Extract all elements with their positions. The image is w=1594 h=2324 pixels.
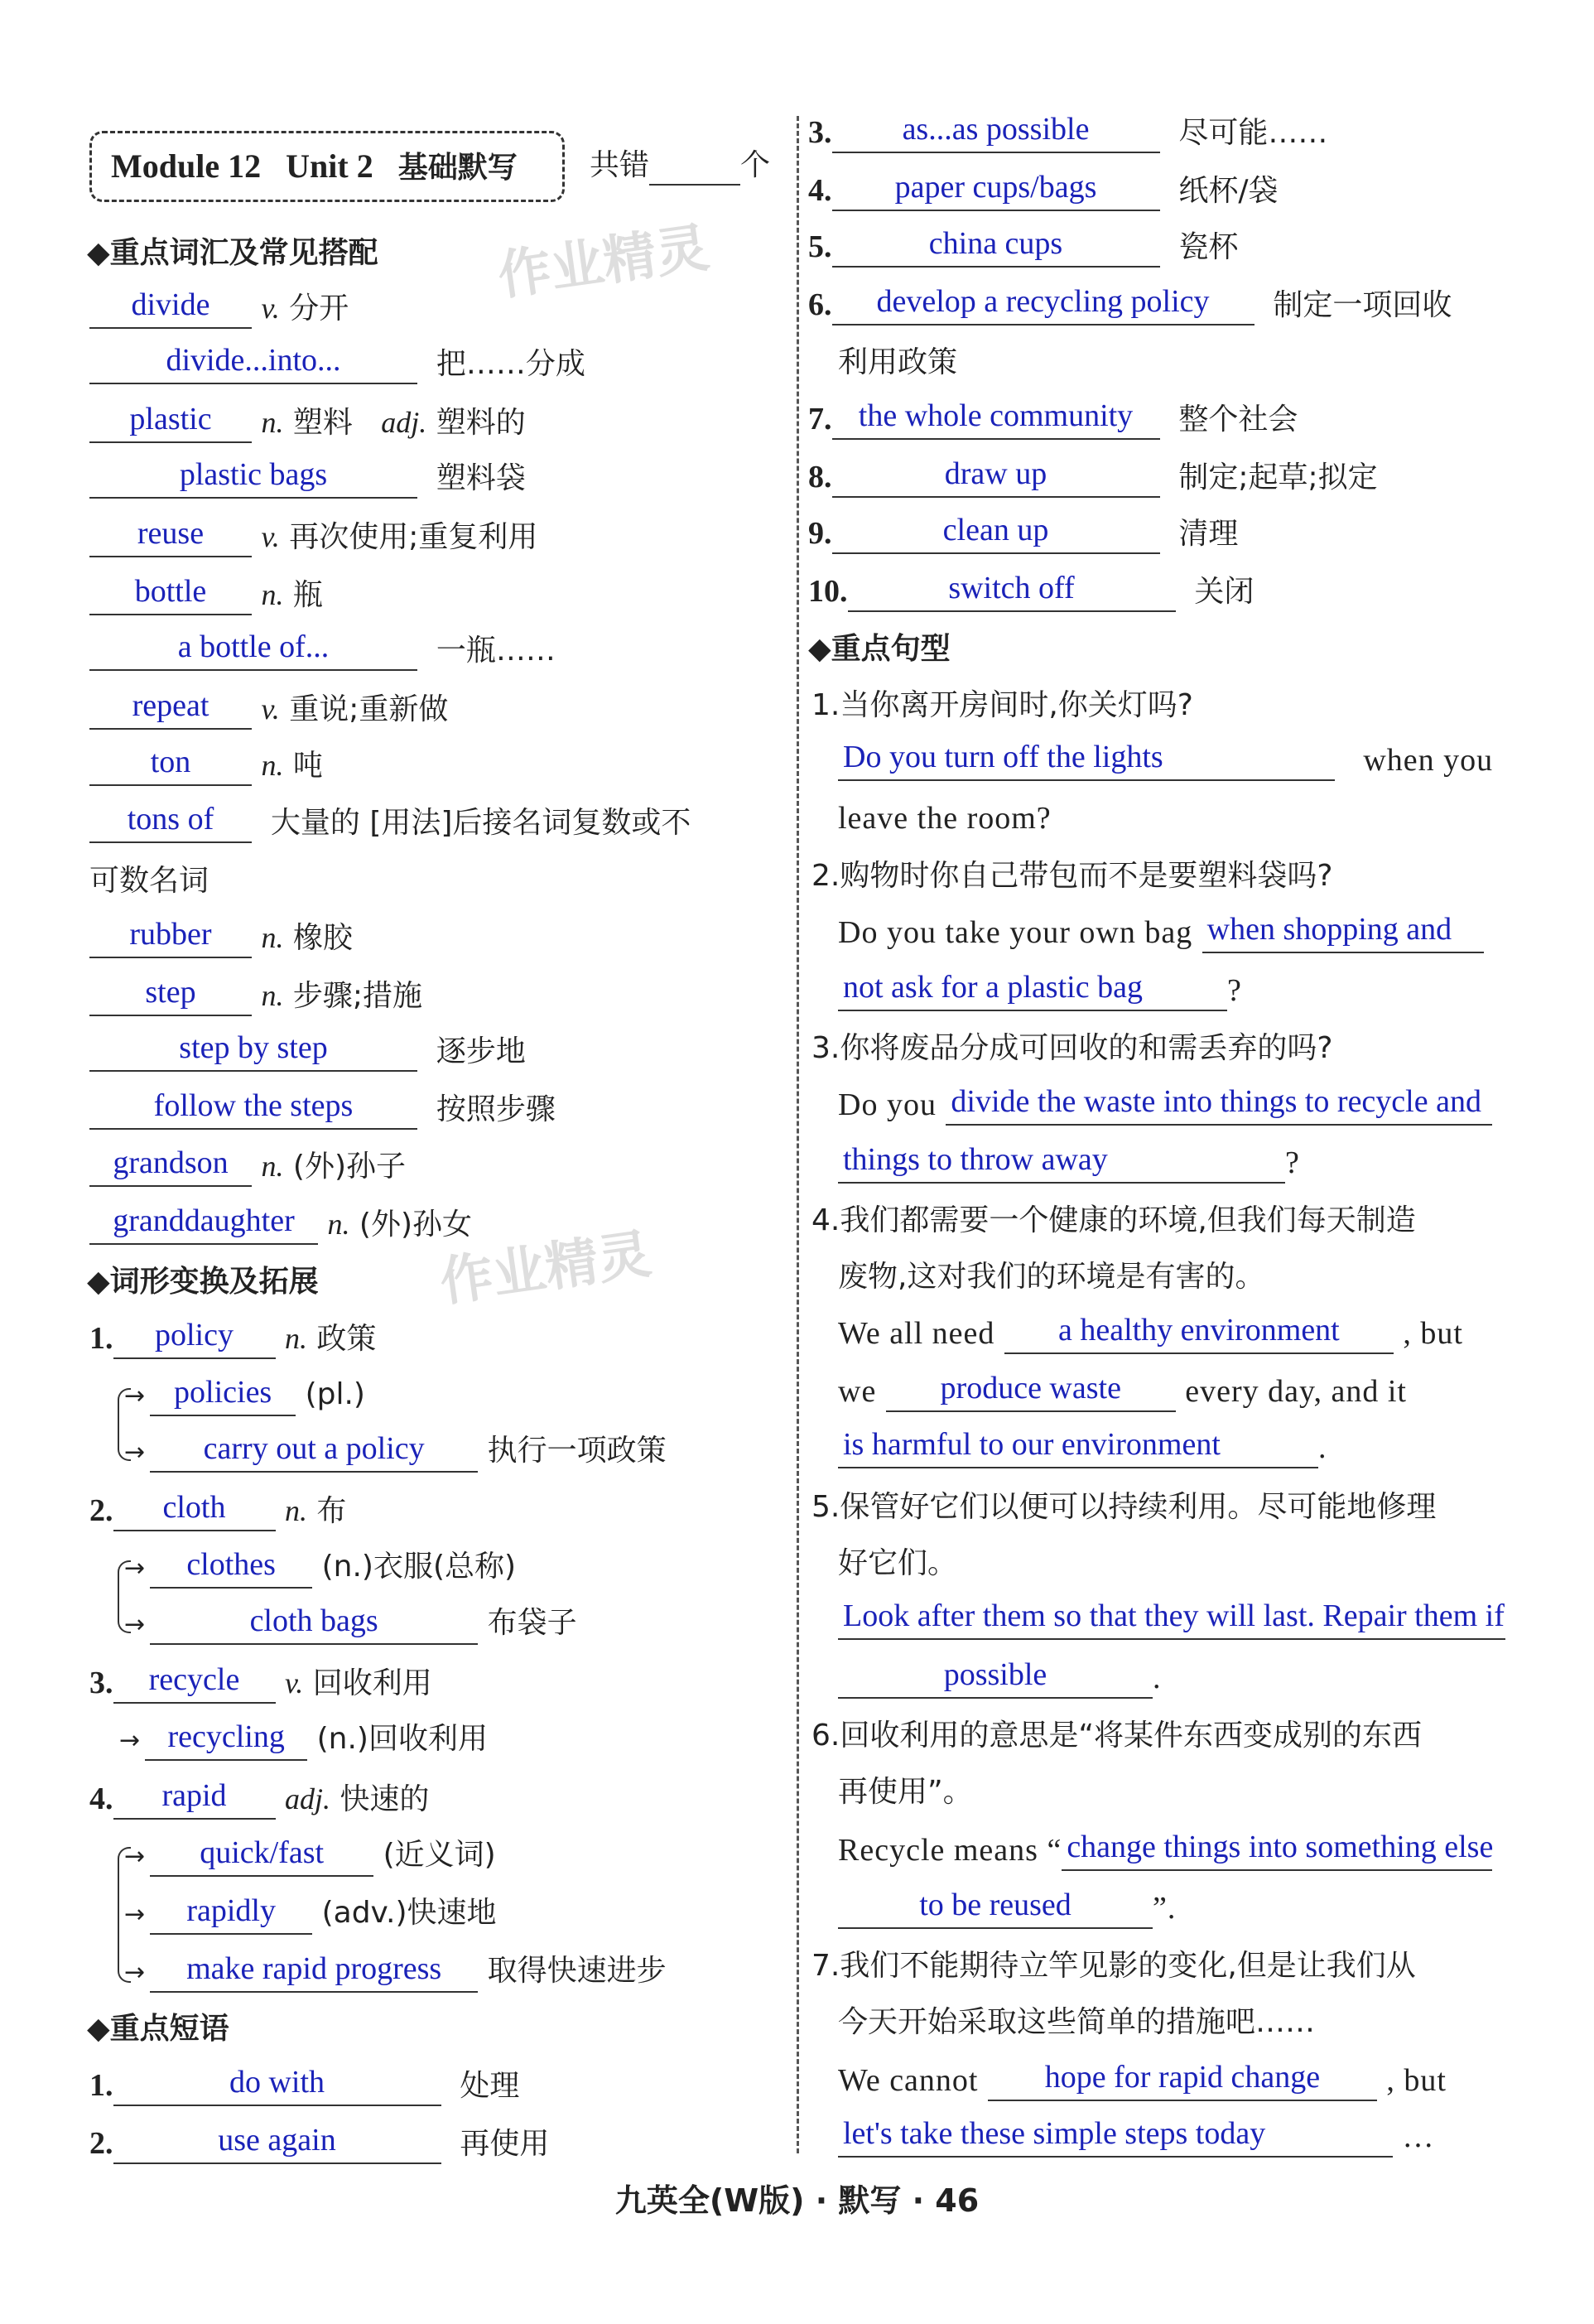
answer-text: follow the steps [153, 1088, 354, 1123]
section-phrases: ◆重点短语 [87, 2012, 229, 2046]
sentence-text: when you [1363, 743, 1494, 778]
answer-blank[interactable] [1062, 1830, 1494, 1871]
phrase-row [808, 399, 1298, 440]
answer-blank[interactable] [832, 170, 1160, 211]
answer-blank[interactable] [946, 1084, 1492, 1126]
item-number: 10. [808, 574, 848, 609]
meaning: 纸杯/袋 [1178, 174, 1279, 208]
answer-blank[interactable] [848, 571, 1176, 612]
arrow-icon: → [124, 1438, 146, 1467]
note: 布袋子 [487, 1606, 577, 1640]
answer-blank[interactable] [832, 456, 1160, 498]
answer-text: recycle [148, 1662, 240, 1697]
answer-blank[interactable] [150, 1835, 373, 1877]
sentence-text: we [838, 1374, 877, 1409]
answer-blank[interactable] [89, 1203, 318, 1245]
item-number: 3. [808, 115, 832, 150]
answer-text: Do you turn off the lights [843, 740, 1163, 774]
answer-blank[interactable] [89, 745, 252, 786]
item-number: 4. [89, 1782, 113, 1816]
phrase-row [808, 113, 1327, 153]
error-suffix: 个 [740, 148, 771, 182]
sentence-text: , but [1403, 1316, 1463, 1351]
answer-text: as...as possible [902, 112, 1090, 147]
sentence-line [838, 740, 1493, 781]
form-row [89, 1779, 429, 1820]
answer-text: rubber [129, 917, 212, 952]
note: (n.)回收利用 [316, 1722, 488, 1756]
watermark: 作业精灵 [436, 1223, 655, 1314]
form-sub-row [124, 1375, 365, 1416]
answer-text: to be reused [919, 1888, 1071, 1922]
vocab-continuation: 可数名词 [89, 864, 209, 898]
part-of-speech: n. [284, 1322, 307, 1355]
answer-blank[interactable] [89, 516, 252, 557]
meaning: 一瓶…… [436, 634, 556, 668]
item-number: 2. [89, 2126, 113, 2161]
sentence-prompt: 3.你将废品分成可回收的和需丢弃的吗? [811, 1031, 1333, 1065]
part-of-speech: v. [261, 292, 280, 325]
answer-blank[interactable] [145, 1719, 307, 1761]
answer-text: granddaughter [113, 1203, 295, 1238]
answer-blank[interactable] [150, 1951, 478, 1993]
answer-text: step [145, 975, 196, 1010]
part-of-speech: v. [261, 692, 280, 726]
answer-text: the whole community [858, 398, 1134, 433]
vocab-row [89, 575, 323, 615]
answer-blank[interactable] [838, 970, 1227, 1011]
phrase-row [808, 227, 1238, 268]
answer-text: rapid [161, 1778, 227, 1813]
sentence-text: . [1318, 1430, 1327, 1465]
answer-blank[interactable] [838, 1142, 1285, 1184]
answer-text: quick/fast [200, 1835, 325, 1870]
answer-blank[interactable] [838, 1888, 1153, 1929]
answer-blank[interactable] [1202, 912, 1484, 953]
answer-text: china cups [928, 226, 1063, 261]
meaning: 快速的 [340, 1782, 430, 1816]
sentence-line [838, 1830, 1492, 1871]
answer-text: step by step [179, 1030, 328, 1065]
sentence-prompt: 再使用”。 [838, 1775, 973, 1809]
form-row [89, 1319, 376, 1359]
answer-blank[interactable] [89, 574, 252, 615]
vocab-row [89, 1146, 406, 1187]
section-vocab: ◆重点词汇及常见搭配 [87, 236, 378, 270]
error-count [590, 146, 770, 186]
note: 执行一项政策 [487, 1434, 667, 1468]
phrase-meaning-continuation: 利用政策 [838, 345, 958, 379]
part-of-speech: n. [261, 749, 284, 782]
form-sub-row [124, 1431, 667, 1473]
answer-blank[interactable] [113, 1318, 276, 1359]
meaning: 塑料 [292, 406, 353, 440]
part-of-speech: adj. [381, 406, 427, 439]
sentence-text: Recycle means “ [838, 1833, 1062, 1868]
sentence-line [838, 1600, 1505, 1640]
answer-blank[interactable] [113, 2065, 441, 2106]
phrase-row [89, 2066, 519, 2106]
answer-text: not ask for a plastic bag [843, 970, 1143, 1005]
column-divider [797, 116, 799, 2153]
phrase-row [808, 571, 1254, 612]
item-number: 9. [808, 516, 832, 551]
answer-text: cloth bags [249, 1603, 378, 1638]
vocab-row [89, 803, 691, 843]
answer-text: do with [229, 2065, 325, 2100]
item-number: 4. [808, 173, 832, 208]
form-sub-row [124, 1951, 667, 1993]
part-of-speech: n. [261, 1150, 284, 1183]
arrow-icon: → [124, 1900, 146, 1929]
phrase-row [808, 513, 1238, 554]
answer-blank[interactable] [113, 1778, 276, 1820]
note: (adv.)快速地 [321, 1896, 497, 1930]
answer-blank[interactable] [89, 975, 252, 1016]
meaning: 把……分成 [436, 347, 585, 381]
answer-blank[interactable] [150, 1547, 312, 1589]
answer-blank[interactable] [150, 1431, 478, 1473]
answer-text: rapidly [186, 1893, 276, 1928]
answer-text: Look after them so that they will last. Repair them if [843, 1598, 1505, 1633]
meaning: (外)孙子 [292, 1150, 406, 1184]
sentence-prompt: 7.我们不能期待立竿见影的变化,但是让我们从 [811, 1949, 1416, 1983]
meaning: 布 [316, 1494, 347, 1528]
arrow-icon: → [124, 1554, 146, 1583]
answer-blank[interactable] [150, 1603, 478, 1645]
note: 取得快速进步 [487, 1954, 667, 1988]
vocab-row [89, 345, 585, 384]
answer-blank[interactable] [832, 398, 1160, 440]
vocab-row [89, 1090, 556, 1130]
sentence-text: . [1153, 1661, 1162, 1695]
sentence-prompt: 2.购物时你自己带包而不是要塑料袋吗? [811, 859, 1333, 893]
part-of-speech: v. [284, 1666, 304, 1700]
answer-text: divide the waste into things to recycle and [951, 1084, 1481, 1119]
arrow-icon: → [124, 1958, 146, 1987]
meaning: 尽可能…… [1178, 116, 1328, 150]
answer-blank[interactable] [89, 629, 417, 671]
section-sentences: ◆重点句型 [808, 632, 951, 666]
meaning: 大量的 [用法]后接名词复数或不 [270, 806, 691, 840]
form-sub-row [119, 1719, 488, 1761]
part-of-speech: n. [327, 1208, 350, 1241]
meaning: 制定一项回收 [1273, 288, 1452, 322]
answer-text: use again [218, 2123, 336, 2158]
form-sub-row [124, 1893, 497, 1935]
answer-text: make rapid progress [186, 1951, 442, 1986]
note: (pl.) [305, 1377, 365, 1411]
title [111, 145, 518, 190]
form-sub-row [124, 1835, 496, 1877]
sentence-prompt: 废物,这对我们的环境是有害的。 [838, 1260, 1265, 1294]
sentence-text: leave the room? [838, 801, 1052, 836]
meaning: 橡胶 [292, 921, 353, 955]
sentence-text: , but [1386, 2063, 1447, 2098]
answer-text: tons of [127, 802, 214, 837]
vocab-row [89, 745, 323, 786]
answer-text: policy [155, 1318, 234, 1352]
module-label: Module 12 [111, 147, 262, 185]
meaning: 处理 [460, 2069, 520, 2103]
section-forms: ◆词形变换及拓展 [87, 1265, 319, 1299]
answer-text: when shopping and [1206, 912, 1452, 947]
meaning: 重说;重新做 [289, 692, 449, 726]
answer-blank[interactable] [89, 287, 252, 329]
vocab-row [89, 288, 349, 329]
answer-text: carry out a policy [203, 1431, 425, 1466]
answer-text: plastic bags [179, 457, 328, 492]
phrase-row [89, 2124, 549, 2164]
answer-text: a healthy environment [1057, 1313, 1340, 1348]
answer-text: clean up [942, 513, 1049, 547]
item-number: 5. [808, 229, 832, 264]
part-of-speech: n. [261, 921, 284, 954]
answer-blank[interactable] [89, 1145, 252, 1187]
sentence-prompt: 4.我们都需要一个健康的环境,但我们每天制造 [811, 1203, 1416, 1237]
meaning: 再次使用;重复利用 [289, 520, 538, 554]
answer-blank[interactable] [150, 1893, 312, 1935]
page-footer: 九英全(W版) · 默写 · 46 [614, 2182, 980, 2219]
answer-text: let's take these simple steps today [843, 2116, 1266, 2151]
answer-blank[interactable] [838, 2116, 1393, 2158]
vocab-row [89, 918, 353, 958]
part-of-speech: v. [261, 520, 280, 553]
meaning: 瓷杯 [1178, 230, 1239, 264]
item-number: 1. [89, 1321, 113, 1356]
answer-text: produce waste [940, 1371, 1121, 1405]
sentence-text: We all need [838, 1316, 995, 1351]
answer-blank[interactable] [89, 688, 252, 730]
meaning: 按照步骤 [436, 1092, 556, 1126]
watermark: 作业精灵 [494, 217, 713, 308]
answer-text: a bottle of... [177, 629, 330, 664]
vocab-row [89, 1032, 526, 1072]
answer-blank[interactable] [838, 1657, 1153, 1699]
sentence-line [838, 2117, 1434, 2158]
answer-blank[interactable] [89, 402, 252, 443]
answer-blank[interactable] [1004, 1313, 1394, 1354]
answer-blank[interactable] [838, 1427, 1318, 1468]
meaning: 回收利用 [312, 1666, 432, 1700]
part-of-speech: n. [284, 1494, 307, 1527]
answer-blank[interactable] [89, 1088, 417, 1130]
answer-text: policies [174, 1375, 272, 1410]
part-of-speech: n. [261, 979, 284, 1012]
sentence-line [838, 2061, 1447, 2101]
phrase-row [808, 285, 1452, 325]
vocab-row [89, 403, 526, 443]
answer-text: plastic [129, 402, 212, 436]
sentence-text: ”. [1153, 1891, 1177, 1926]
answer-text: grandson [113, 1145, 229, 1180]
part-of-speech: n. [261, 406, 284, 439]
sentence-line [838, 1143, 1300, 1184]
answer-blank[interactable] [838, 740, 1335, 781]
sentence-text: We cannot [838, 2063, 979, 2098]
sentence-text: ? [1285, 1145, 1300, 1180]
answer-blank[interactable] [89, 917, 252, 958]
answer-blank[interactable] [832, 284, 1254, 325]
sentence-line [838, 1085, 1492, 1126]
sentence-text: ? [1227, 973, 1242, 1008]
sentence-line [838, 1428, 1327, 1468]
part-of-speech: n. [261, 578, 284, 611]
answer-text: paper cups/bags [894, 170, 1097, 205]
vocab-row [89, 689, 448, 730]
sentence-prompt: 好它们。 [838, 1546, 958, 1580]
vocab-row [89, 517, 537, 557]
form-row [89, 1663, 432, 1704]
sentence-prompt: 1.当你离开房间时,你关灯吗? [811, 688, 1193, 722]
sentence-line [838, 1658, 1162, 1699]
answer-text: cloth [162, 1490, 226, 1525]
meaning: 塑料袋 [436, 461, 526, 495]
item-number: 7. [808, 402, 832, 436]
item-number: 1. [89, 2068, 113, 2103]
sentence-text: Do you [838, 1087, 937, 1122]
arrow-icon: → [124, 1842, 146, 1871]
sentence-prompt: 今天开始采取这些简单的措施吧…… [838, 2005, 1316, 2039]
phrase-row [808, 171, 1279, 211]
answer-blank[interactable] [150, 1375, 296, 1416]
answer-blank[interactable] [886, 1371, 1176, 1412]
answer-blank[interactable] [89, 457, 417, 499]
sentence-line [838, 1314, 1463, 1354]
answer-blank[interactable] [113, 1662, 276, 1704]
arrow-icon: → [119, 1726, 141, 1755]
vocab-row [89, 1204, 472, 1245]
answer-text: draw up [944, 456, 1047, 491]
answer-blank[interactable] [89, 1030, 417, 1072]
answer-blank[interactable] [89, 343, 417, 384]
answer-text: possible [943, 1657, 1047, 1692]
answer-text: clothes [186, 1547, 276, 1582]
meaning: 整个社会 [1178, 403, 1298, 436]
sentence-line [838, 971, 1242, 1011]
answer-blank[interactable] [113, 1490, 276, 1531]
form-row [89, 1491, 346, 1531]
meaning: 瓶 [292, 578, 323, 612]
meaining: 政策 [316, 1322, 377, 1356]
answer-blank[interactable] [988, 2060, 1377, 2101]
meaning: 分开 [289, 292, 349, 325]
answer-text: divide...into... [166, 343, 341, 378]
vocab-row [89, 976, 422, 1016]
item-number: 3. [89, 1666, 113, 1700]
answer-blank[interactable] [838, 1598, 1505, 1640]
meaning: 制定;起草;拟定 [1178, 460, 1378, 494]
answer-text: hope for rapid change [1044, 2060, 1321, 2095]
sentence-line [838, 913, 1484, 953]
meaning: 吨 [292, 749, 323, 783]
note: (近义词) [383, 1838, 496, 1872]
unit-label: Unit 2 [286, 147, 373, 185]
error-count-blank[interactable] [649, 149, 740, 186]
answer-text: divide [131, 287, 210, 322]
answer-blank[interactable] [832, 112, 1160, 153]
meaning: 逐步地 [436, 1034, 526, 1068]
part-of-speech: adj. [284, 1782, 330, 1815]
answer-text: switch off [948, 571, 1075, 605]
item-number: 8. [808, 460, 832, 494]
form-sub-row [124, 1547, 516, 1589]
answer-blank[interactable] [113, 2123, 441, 2164]
form-sub-row [124, 1603, 577, 1645]
answer-blank[interactable] [89, 802, 252, 843]
answer-blank[interactable] [832, 226, 1160, 268]
arrow-icon: → [124, 1610, 146, 1639]
meaning: 塑料的 [436, 406, 526, 440]
sentence-text: every day, and it [1185, 1374, 1407, 1409]
sentence-text: Do you take your own bag [838, 915, 1193, 950]
meaning: 再使用 [460, 2127, 550, 2161]
sentence-prompt: 6.回收利用的意思是“将某件东西变成别的东西 [811, 1719, 1422, 1753]
sentence-text: … [1402, 2119, 1435, 2154]
answer-text: change things into something else [1067, 1830, 1494, 1864]
meaning: 关闭 [1194, 575, 1254, 609]
answer-text: is harmful to our environment [843, 1427, 1221, 1462]
answer-text: recycling [167, 1719, 285, 1754]
answer-text: develop a recycling policy [876, 284, 1210, 319]
answer-text: bottle [134, 574, 207, 609]
answer-text: repeat [132, 688, 209, 723]
answer-text: things to throw away [843, 1142, 1108, 1177]
sentence-prompt: 5.保管好它们以便可以持续利用。尽可能地修理 [811, 1490, 1437, 1524]
meaning: 步骤;措施 [292, 979, 423, 1013]
note: (n.)衣服(总称) [321, 1550, 517, 1584]
item-number: 2. [89, 1493, 113, 1528]
answer-text: ton [150, 745, 191, 779]
meaning: 清理 [1178, 517, 1239, 551]
task-label: 基础默写 [397, 151, 518, 185]
answer-blank[interactable] [832, 513, 1160, 554]
error-prefix: 共错 [590, 148, 650, 182]
meaning: (外)孙女 [359, 1208, 472, 1242]
sentence-line [838, 1372, 1407, 1412]
phrase-row [808, 457, 1378, 498]
vocab-row [89, 631, 556, 671]
arrow-icon: → [124, 1381, 146, 1410]
item-number: 6. [808, 287, 832, 322]
vocab-row [89, 459, 526, 499]
answer-text: reuse [137, 516, 205, 551]
sentence-line [838, 1888, 1176, 1929]
